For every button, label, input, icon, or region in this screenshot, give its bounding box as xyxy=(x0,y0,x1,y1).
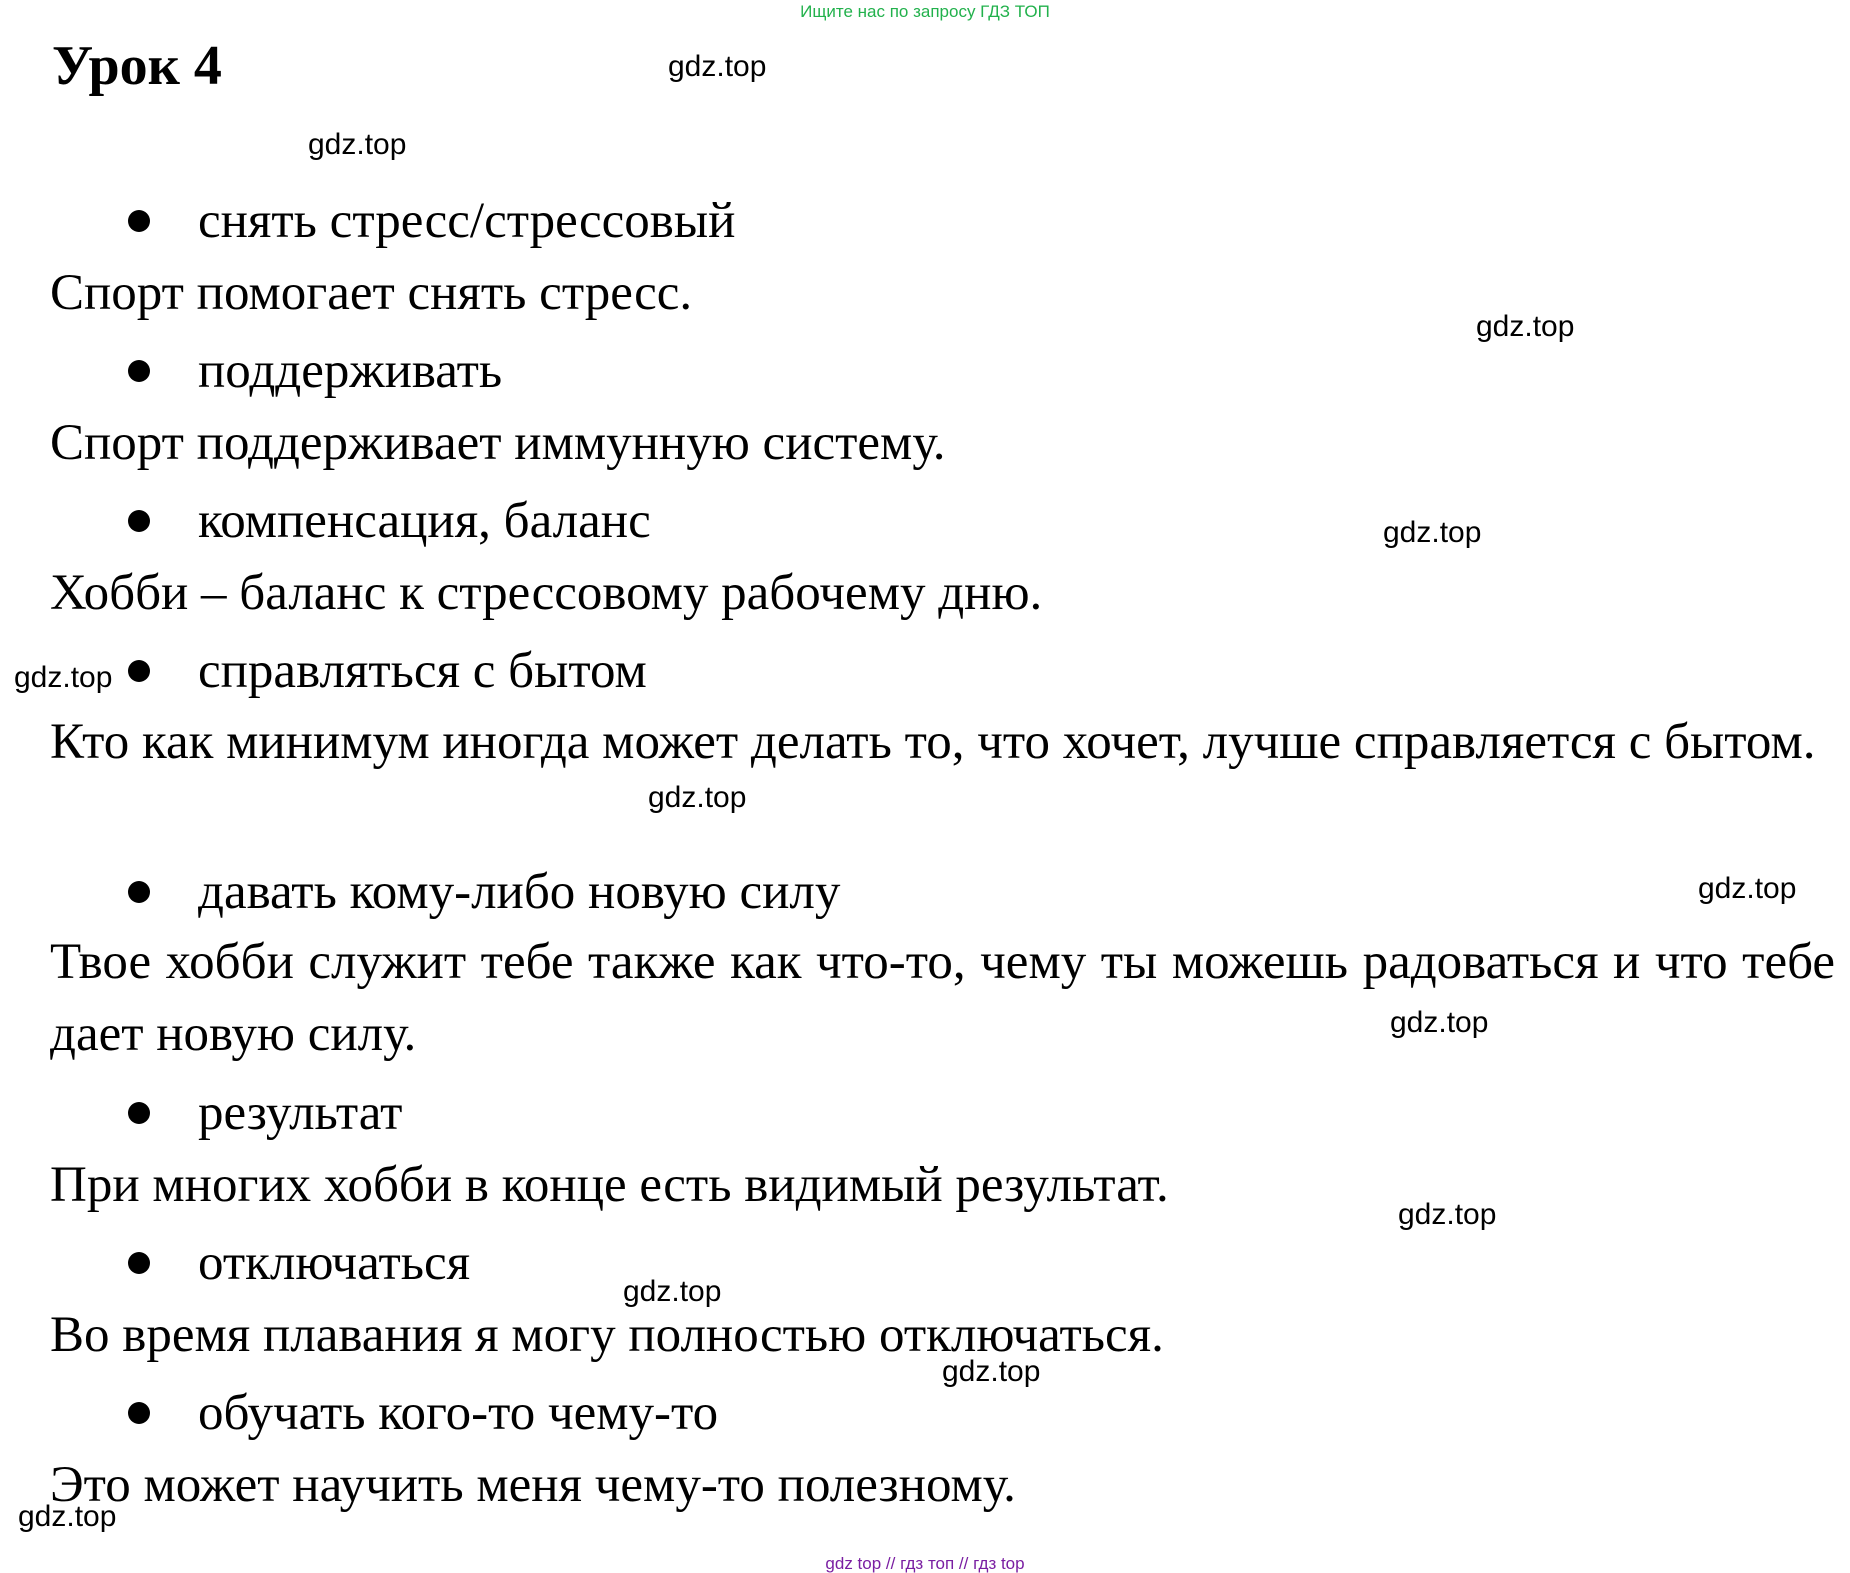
watermark: gdz.top xyxy=(1476,310,1575,343)
bullet-icon xyxy=(128,360,150,382)
bullet-icon xyxy=(128,510,150,532)
bullet-icon xyxy=(128,1252,150,1274)
vocab-term: поддерживать xyxy=(198,343,503,399)
vocab-term: обучать кого-то чему-то xyxy=(198,1385,719,1441)
watermark: gdz.top xyxy=(648,781,747,814)
vocab-term: давать кому-либо новую силу xyxy=(198,864,841,920)
example-sentence: Во время плавания я могу полностью отключаться. xyxy=(50,1307,1164,1363)
vocab-term: снять стресс/стрессовый xyxy=(198,193,736,249)
bullet-icon xyxy=(128,1102,150,1124)
example-sentence: Твое хобби служит тебе также как что-то, чему ты можешь радоваться и что тебе дает новую силу. xyxy=(50,934,1835,1062)
watermark: gdz.top xyxy=(14,661,113,694)
watermark: gdz.top xyxy=(1698,872,1797,905)
example-sentence: При многих хобби в конце есть видимый результат. xyxy=(50,1157,1169,1213)
watermark: gdz.top xyxy=(942,1355,1041,1388)
example-sentence: Спорт поддерживает иммунную систему. xyxy=(50,415,946,471)
vocab-term: компенсация, баланс xyxy=(198,493,651,549)
vocab-term: результат xyxy=(198,1085,403,1141)
page-title: Урок 4 xyxy=(52,35,222,97)
example-sentence: Это может научить меня чему-то полезному. xyxy=(50,1457,1016,1513)
bullet-icon xyxy=(128,660,150,682)
bullet-icon xyxy=(128,1402,150,1424)
example-sentence: Хобби – баланс к стрессовому рабочему дню. xyxy=(50,565,1043,621)
bullet-icon xyxy=(128,881,150,903)
watermark: gdz.top xyxy=(18,1500,117,1533)
watermark: gdz.top xyxy=(1390,1006,1489,1039)
footer-watermark: gdz top // гдз топ // гдз top xyxy=(825,1554,1025,1573)
vocab-term: отключаться xyxy=(198,1235,471,1291)
watermark: gdz.top xyxy=(1383,516,1482,549)
top-banner: Ищите нас по запросу ГДЗ ТОП xyxy=(800,2,1050,21)
watermark: gdz.top xyxy=(1398,1198,1497,1231)
example-sentence: Кто как минимум иногда может делать то, что хочет, лучше справляется с бытом. xyxy=(50,714,1816,770)
watermark: gdz.top xyxy=(623,1275,722,1308)
example-sentence: Спорт помогает снять стресс. xyxy=(50,265,693,321)
watermark: gdz.top xyxy=(668,50,767,83)
watermark: gdz.top xyxy=(308,128,407,161)
vocab-term: справляться с бытом xyxy=(198,643,647,699)
bullet-icon xyxy=(128,210,150,232)
